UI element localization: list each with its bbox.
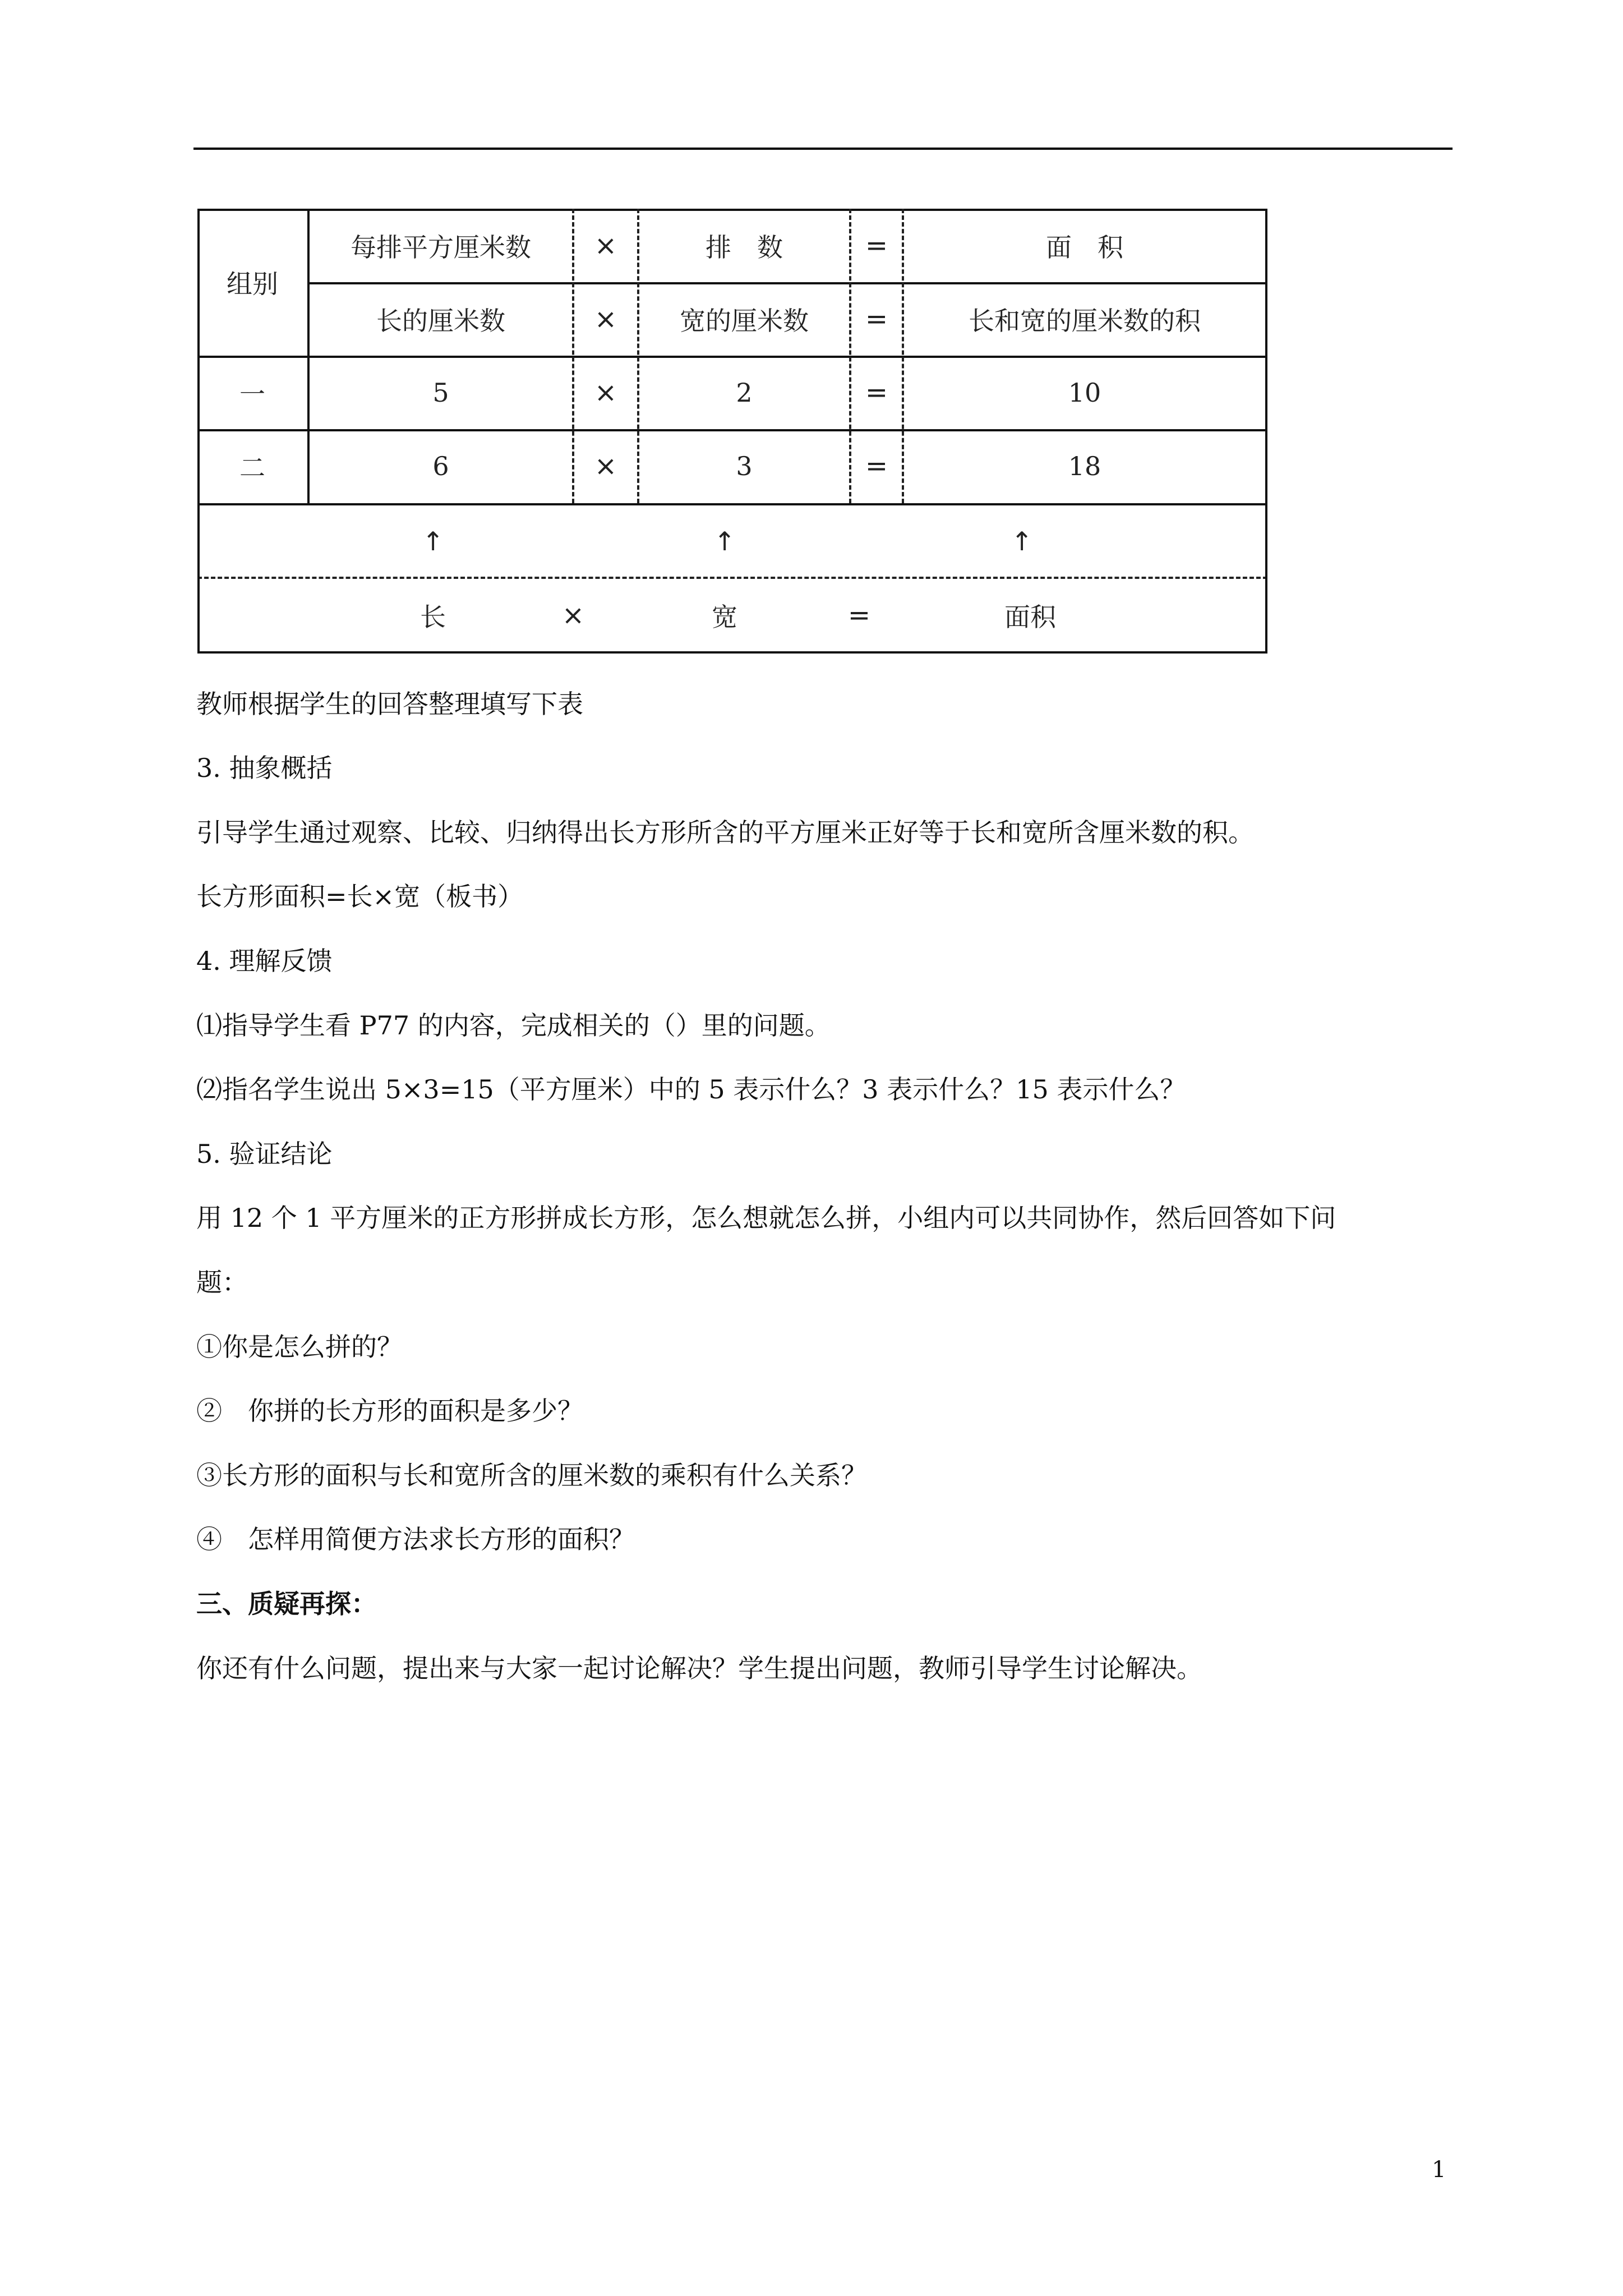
row2-col2: 3: [736, 451, 753, 481]
header2-col3: 长和宽的厘米数的积: [969, 305, 1201, 336]
header-rule: [193, 148, 1453, 150]
formula-width: 宽: [712, 601, 737, 632]
header1-col1: 每排平方厘米数: [351, 232, 531, 263]
header1-op2: =: [865, 229, 888, 261]
row1-op2: =: [865, 376, 888, 408]
row2-group: 二: [239, 453, 265, 483]
section-heading: 三、质疑再探：: [196, 1589, 377, 1619]
row1-col1: 5: [432, 377, 449, 408]
paragraph: 3. 抽象概括: [196, 753, 333, 783]
paragraph: 引导学生通过观察、比较、归纳得出长方形所含的平方厘米正好等于长和宽所含厘米数的积。: [196, 817, 1254, 848]
paragraph: ①你是怎么拼的？: [196, 1332, 403, 1362]
row2-col1: 6: [432, 451, 449, 481]
table-border-right: [1265, 209, 1267, 654]
paragraph: 题：: [196, 1267, 248, 1297]
arrow-up-icon: ↑: [422, 526, 444, 556]
row2-op2: =: [865, 450, 888, 482]
header2-col1: 长的厘米数: [376, 305, 505, 336]
paragraph: 教师根据学生的回答整理填写下表: [196, 689, 583, 719]
row-header-group: 组别: [227, 269, 278, 299]
formula-times: ×: [561, 599, 585, 631]
paragraph: 4. 理解反馈: [196, 946, 333, 976]
table-border-bottom: [197, 651, 1267, 654]
row1-col3: 10: [1068, 377, 1101, 408]
paragraph: ② 你拼的长方形的面积是多少？: [196, 1396, 583, 1426]
paragraph: 5. 验证结论: [196, 1139, 333, 1169]
paragraph: 你还有什么问题，提出来与大家一起讨论解决？学生提出问题，教师引导学生讨论解决。: [196, 1653, 1202, 1683]
header2-col2: 宽的厘米数: [680, 305, 809, 336]
row1-group: 一: [239, 379, 265, 409]
row2-col3: 18: [1068, 451, 1101, 481]
header2-op2: =: [865, 303, 888, 335]
header1-col3: 面 积: [1046, 232, 1123, 263]
page-number: 1: [1432, 2157, 1446, 2183]
row2-op1: ×: [594, 450, 617, 482]
header2-op1: ×: [594, 303, 617, 335]
formula-length: 长: [420, 601, 446, 632]
paragraph: ③长方形的面积与长和宽所含的厘米数的乘积有什么关系？: [196, 1460, 867, 1490]
paragraph: ⑵指名学生说出 5×3=15（平方厘米）中的 5 表示什么？3 表示什么？15 表示什么？: [196, 1074, 1186, 1105]
arrow-up-icon: ↑: [713, 526, 736, 556]
paragraph: 用 12 个 1 平方厘米的正方形拼成长方形，怎么想就怎么拼，小组内可以共同协作，然后回答如下问: [196, 1203, 1336, 1233]
paragraph: ④ 怎样用简便方法求长方形的面积？: [196, 1524, 635, 1554]
paragraph: 长方形面积=长×宽（板书）: [196, 881, 524, 912]
header1-col2: 排 数: [706, 232, 783, 263]
formula-area: 面积: [1004, 601, 1056, 632]
area-formula-table: [197, 209, 1267, 654]
header1-op1: ×: [594, 229, 617, 261]
arrow-up-icon: ↑: [1011, 526, 1033, 556]
paragraph: ⑴指导学生看 P77 的内容，完成相关的（）里的问题。: [196, 1010, 831, 1041]
formula-equals: =: [847, 599, 871, 631]
row1-col2: 2: [736, 377, 753, 408]
row1-op1: ×: [594, 376, 617, 408]
